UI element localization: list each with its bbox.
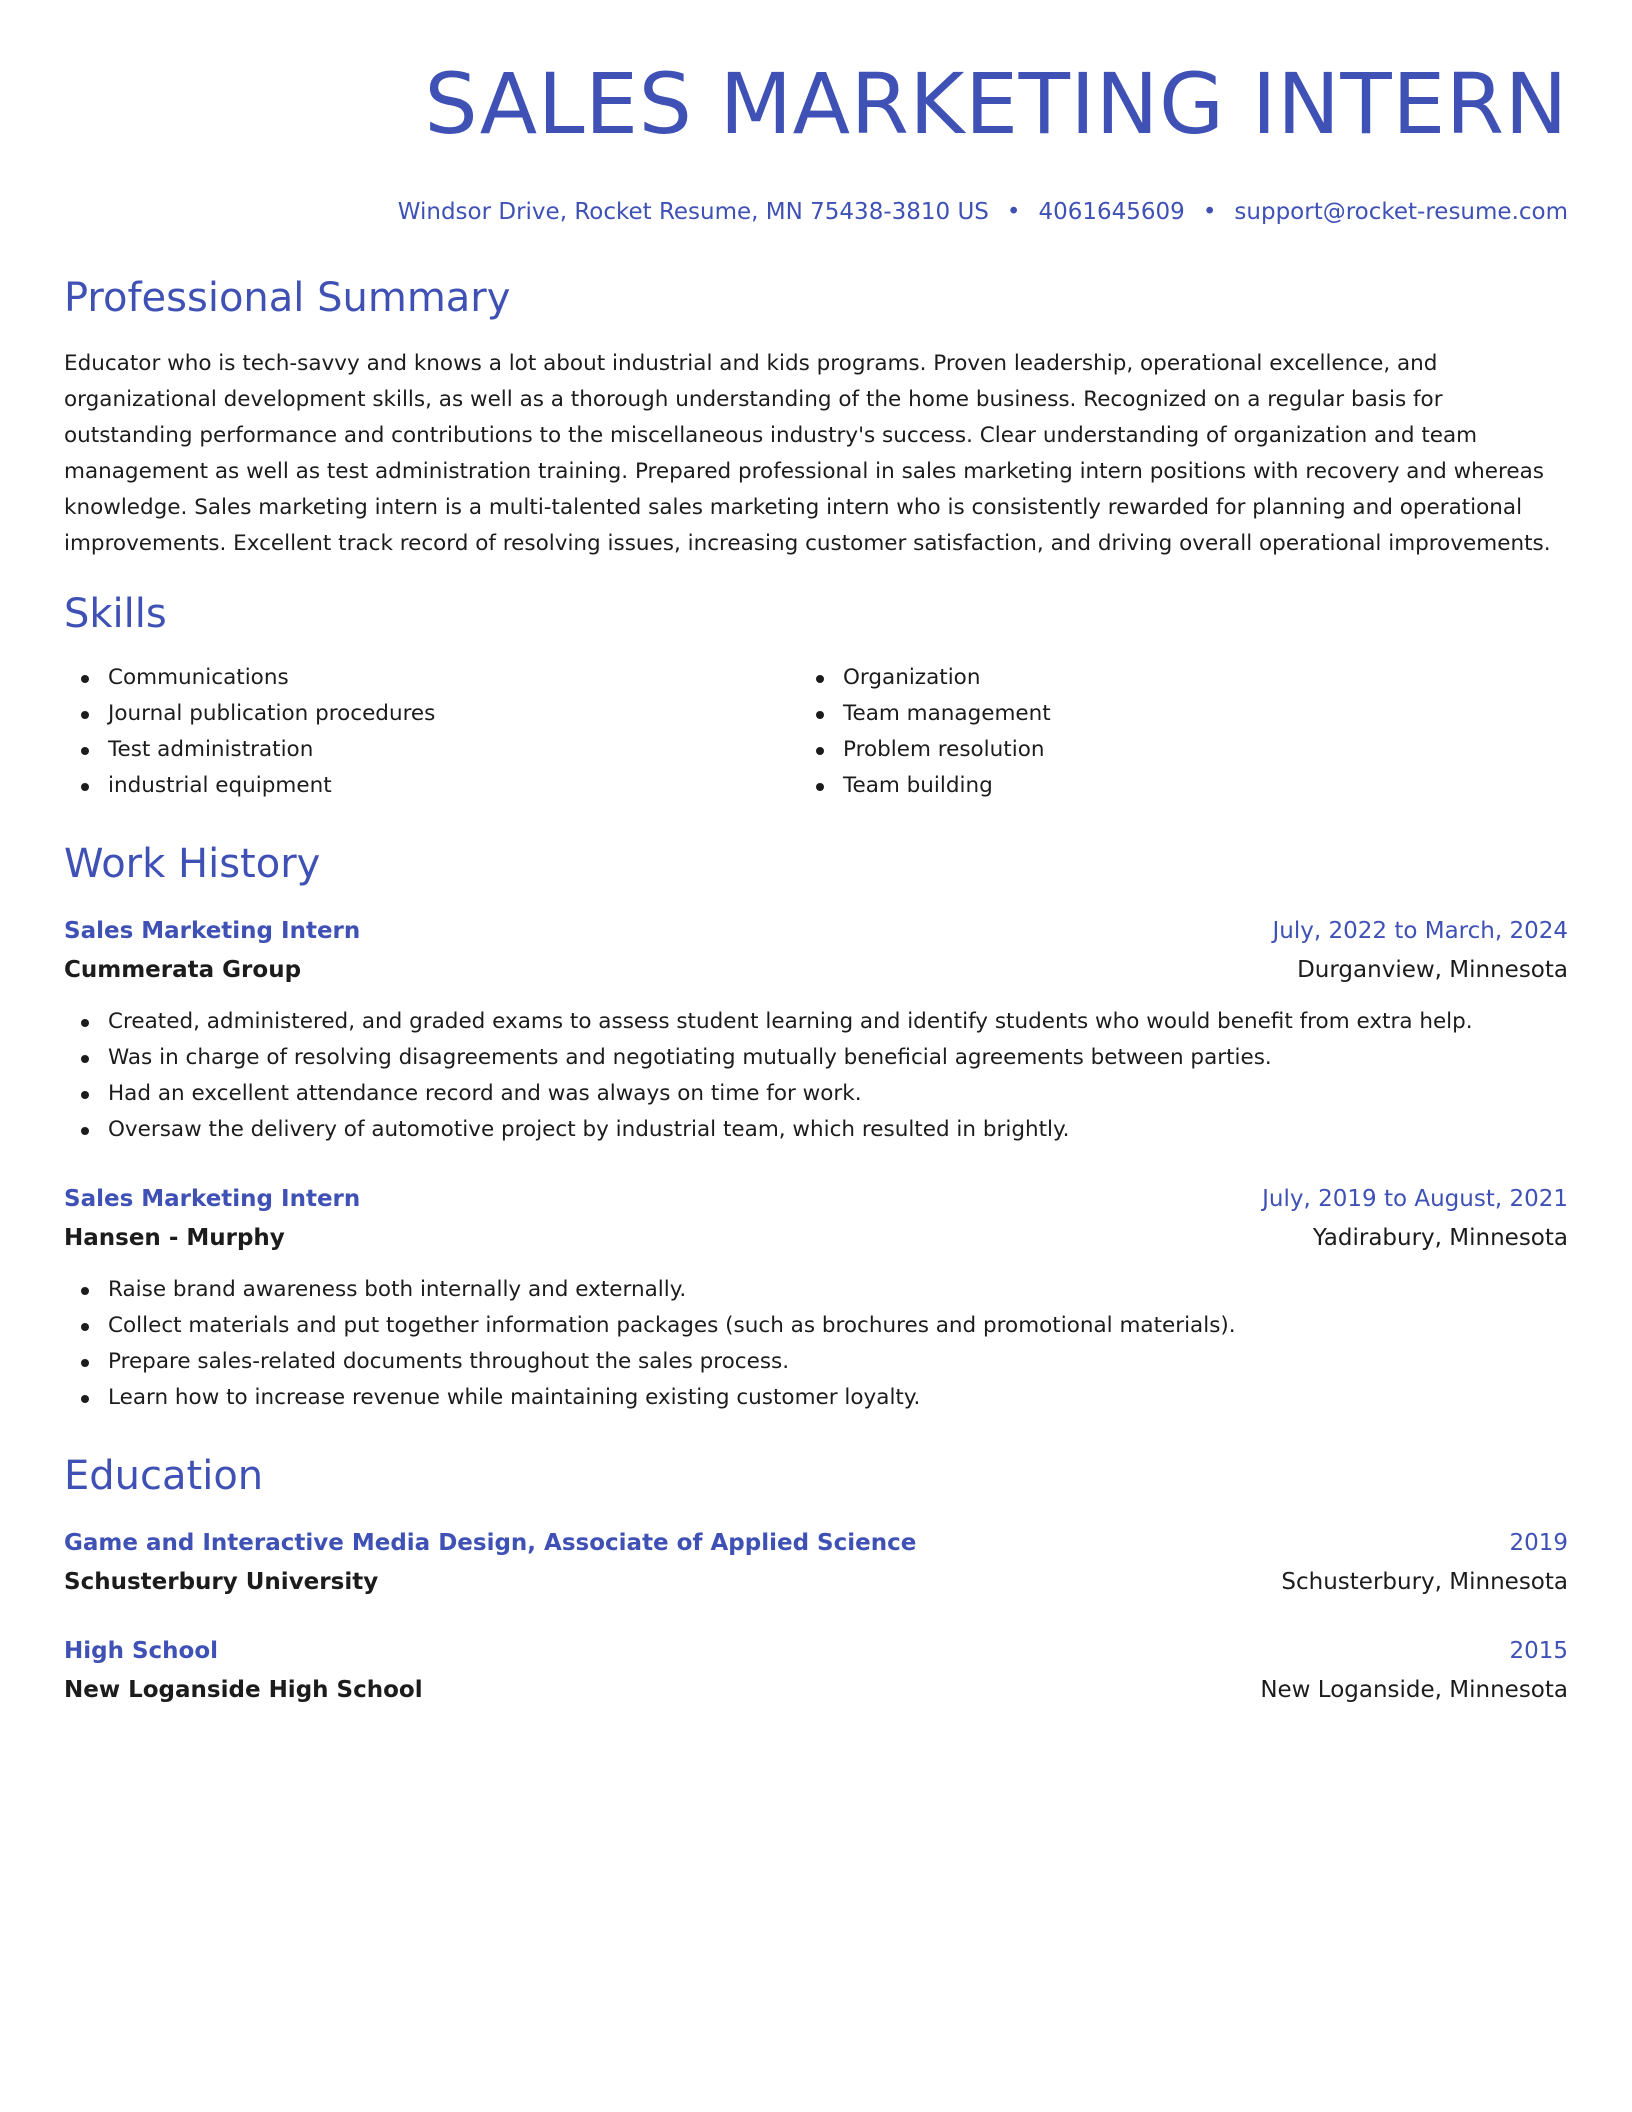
contact-email: support@rocket-resume.com [1234, 199, 1568, 225]
work-section [64, 838, 1568, 1416]
job-dates: July, 2019 to August, 2021 [1262, 1186, 1568, 1212]
education-section [64, 1450, 1568, 1710]
skill-item: Problem resolution [799, 732, 1534, 768]
skills-list-left [64, 660, 799, 804]
job-title-row [64, 1180, 1568, 1218]
job-dates: July, 2022 to March, 2024 [1272, 918, 1568, 944]
job-company: Cummerata Group [64, 957, 302, 983]
summary-text: Educator who is tech-savvy and knows a lot about industrial and kids programs. Proven leadership, operational excellence, and organizational development skills, as well as a thorough understanding of the home business. Recognized on a regular basis for outstanding performance and contributions to the miscellaneous industry's success. Clear understanding of organization and team management as well as test administration training. Prepared professional in sales marketing intern positions with recovery and whereas knowledge. Sales marketing intern is a multi-talented sales marketing intern who is consistently rewarded for planning and operational improvements. Excellent track record of resolving issues, increasing customer satisfaction, and driving overall operational improvements. [64, 351, 1551, 556]
skill-item: Team management [799, 696, 1534, 732]
job-company: Hansen - Murphy [64, 1225, 285, 1251]
job-bullet: Collect materials and put together information packages (such as brochures and promotional materials). [64, 1308, 1568, 1344]
degree-row [64, 1524, 1568, 1562]
job-bullet: Created, administered, and graded exams to assess student learning and identify students who would benefit from extra help. [64, 1004, 1568, 1040]
skill-item: Test administration [64, 732, 799, 768]
job-entry [64, 1180, 1568, 1416]
skill-item: Journal publication procedures [64, 696, 799, 732]
skill-item: industrial equipment [64, 768, 799, 804]
job-bullet: Had an excellent attendance record and was always on time for work. [64, 1076, 1568, 1112]
skills-section [64, 588, 1568, 804]
job-title: Sales Marketing Intern [64, 1186, 361, 1212]
school-row [64, 1562, 1568, 1602]
skills-list-right [799, 660, 1534, 804]
summary-heading: Professional Summary [64, 275, 511, 321]
job-title-row [64, 912, 1568, 950]
job-entry [64, 912, 1568, 1148]
degree-title: High School [64, 1638, 219, 1664]
job-company-row [64, 1218, 1568, 1258]
candidate-name: SALES MARKETING INTERN [424, 55, 1568, 153]
contact-address: Windsor Drive, Rocket Resume, MN 75438-3810 US [397, 199, 989, 225]
education-entry [64, 1632, 1568, 1710]
job-bullet: Was in charge of resolving disagreements and negotiating mutually beneficial agreements between parties. [64, 1040, 1568, 1076]
job-bullet: Prepare sales-related documents throughout the sales process. [64, 1344, 1568, 1380]
education-heading: Education [64, 1453, 264, 1499]
contact-phone: 4061645609 [1038, 199, 1185, 225]
contact-separator: • [1006, 199, 1021, 225]
education-entry [64, 1524, 1568, 1602]
school-location: Schusterbury, Minnesota [1281, 1569, 1568, 1595]
resume-header [64, 54, 1568, 228]
job-bullets [64, 1272, 1568, 1416]
summary-section [64, 272, 1568, 562]
degree-row [64, 1632, 1568, 1670]
job-bullet: Learn how to increase revenue while maintaining existing customer loyalty. [64, 1380, 1568, 1416]
work-heading: Work History [64, 841, 321, 887]
school-name: Schusterbury University [64, 1569, 379, 1595]
job-bullets [64, 1004, 1568, 1148]
job-company-row [64, 950, 1568, 990]
school-location: New Loganside, Minnesota [1260, 1677, 1568, 1703]
job-bullet: Oversaw the delivery of automotive project by industrial team, which resulted in brightly. [64, 1112, 1568, 1148]
degree-year: 2019 [1509, 1530, 1568, 1556]
skill-item: Organization [799, 660, 1534, 696]
job-location: Durganview, Minnesota [1297, 957, 1568, 983]
job-title: Sales Marketing Intern [64, 918, 361, 944]
school-name: New Loganside High School [64, 1677, 423, 1703]
school-row [64, 1670, 1568, 1710]
skills-columns [64, 660, 1568, 804]
job-location: Yadirabury, Minnesota [1312, 1225, 1568, 1251]
contact-line [64, 196, 1568, 228]
degree-title: Game and Interactive Media Design, Associate of Applied Science [64, 1530, 917, 1556]
contact-separator: • [1202, 199, 1217, 225]
skill-item: Team building [799, 768, 1534, 804]
degree-year: 2015 [1509, 1638, 1568, 1664]
skills-heading: Skills [64, 591, 167, 637]
job-bullet: Raise brand awareness both internally and externally. [64, 1272, 1568, 1308]
skill-item: Communications [64, 660, 799, 696]
